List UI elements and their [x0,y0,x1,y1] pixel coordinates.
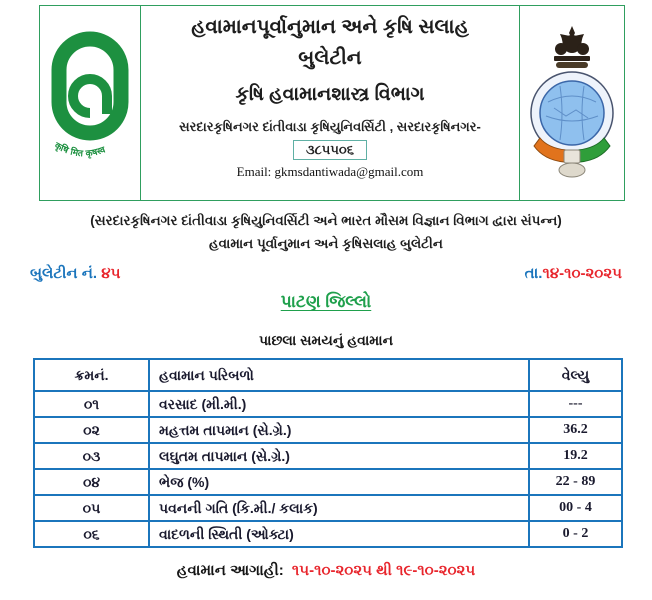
row-parameter: લઘુતમ તાપમાન (સે.ગ્રે.) [149,443,529,469]
row-serial: ૦૨ [34,417,149,443]
university-logo-cell [40,6,141,200]
table-row [34,417,622,443]
collaboration-line: (સરદારકૃષિનગર દાંતીવાડા કૃષિયુનિવર્સિટી અને ભારત મૌસમ વિજ્ઞાન વિભાગ દ્વારા સંપન્ન) [90,213,562,228]
table-row [34,495,622,521]
row-parameter: વરસાદ (મી.મી.) [149,391,529,417]
row-value: 36.2 [529,417,622,443]
bulletin-number [30,265,120,282]
column-header-serial: ક્રમનં. [34,359,149,391]
row-serial: ૦૪ [34,469,149,495]
contact-email: Email: gkmsdantiwada@gmail.com [236,164,424,179]
bulletin-title-line2: બુલેટીન [298,47,362,69]
bulletin-date-label: તા. [524,265,543,282]
past-weather-table [33,358,623,548]
row-serial: ૦૬ [34,521,149,547]
forecast-period: ૧૫-૧૦-૨૦૨૫ થી ૧૯-૧૦-૨૦૨૫ [291,562,476,579]
university-name: સરદારકૃષિનગર દાંતીવાડા કૃષિયુનિવર્સિટી , સરદારકૃષિનગર- [179,119,481,134]
header-box [39,5,625,201]
row-value: 22 - 89 [529,469,622,495]
column-header-value: વેલ્યુ [529,359,622,391]
department-name: કૃષિ હવામાનશાસ્ત્ર વિભાગ [235,84,425,105]
table-header-row [34,359,622,391]
row-value: 00 - 4 [529,495,622,521]
table-row [34,391,622,417]
row-serial: ૦૧ [34,391,149,417]
row-parameter: ભેજ (%) [149,469,529,495]
bulletin-number-value: ૪૫ [101,265,121,282]
imd-department-logo-icon [526,18,618,189]
svg-text:कृषि मित कृषस्व [52,140,108,159]
past-weather-title: પાછલા સમયનું હવામાન [258,332,394,348]
row-value: 0 - 2 [529,521,622,547]
row-serial: ૦૫ [34,495,149,521]
pincode-value: ૩૮૫૫૦૬ [293,140,367,160]
header-text-block [141,6,519,200]
row-parameter: પવનની ગતિ (કિ.મી./ કલાક) [149,495,529,521]
sdau-university-logo-icon [46,21,134,186]
row-serial: ૦૩ [34,443,149,469]
bulletin-number-label: બુલેટીન નં. [30,265,98,282]
bulletin-date-value: ૧૪-૧૦-૨૦૨૫ [542,265,622,282]
forecast-period-line [0,562,652,579]
row-value: 19.2 [529,443,622,469]
row-value: --- [529,391,622,417]
row-parameter: મહત્તમ તાપમાન (સે.ગ્રે.) [149,417,529,443]
bulletin-page [0,5,652,600]
district-heading: પાટણ જિલ્લો [280,292,372,311]
sdau-logo-motto: कृषि मित कृषस्व [52,140,107,159]
row-parameter: વાદળની સ્થિતી (ઓક્ટા) [149,521,529,547]
imd-logo-cell [519,6,624,200]
column-header-parameter: હવામાન પરિબળો [149,359,529,391]
forecast-label: હવામાન આગાહી: [176,562,284,579]
bulletin-title-line1: હવામાનપૂર્વાનુમાન અને કૃષિ સલાહ [191,16,469,38]
table-row [34,469,622,495]
table-row [34,521,622,547]
pincode-line [293,140,367,160]
bulletin-date [525,265,622,282]
table-row [34,443,622,469]
bulletin-meta-row [0,265,652,282]
bulletin-subtitle: હવામાન પૂર્વાનુમાન અને કૃષિસલાહ બુલેટીન [209,236,443,251]
